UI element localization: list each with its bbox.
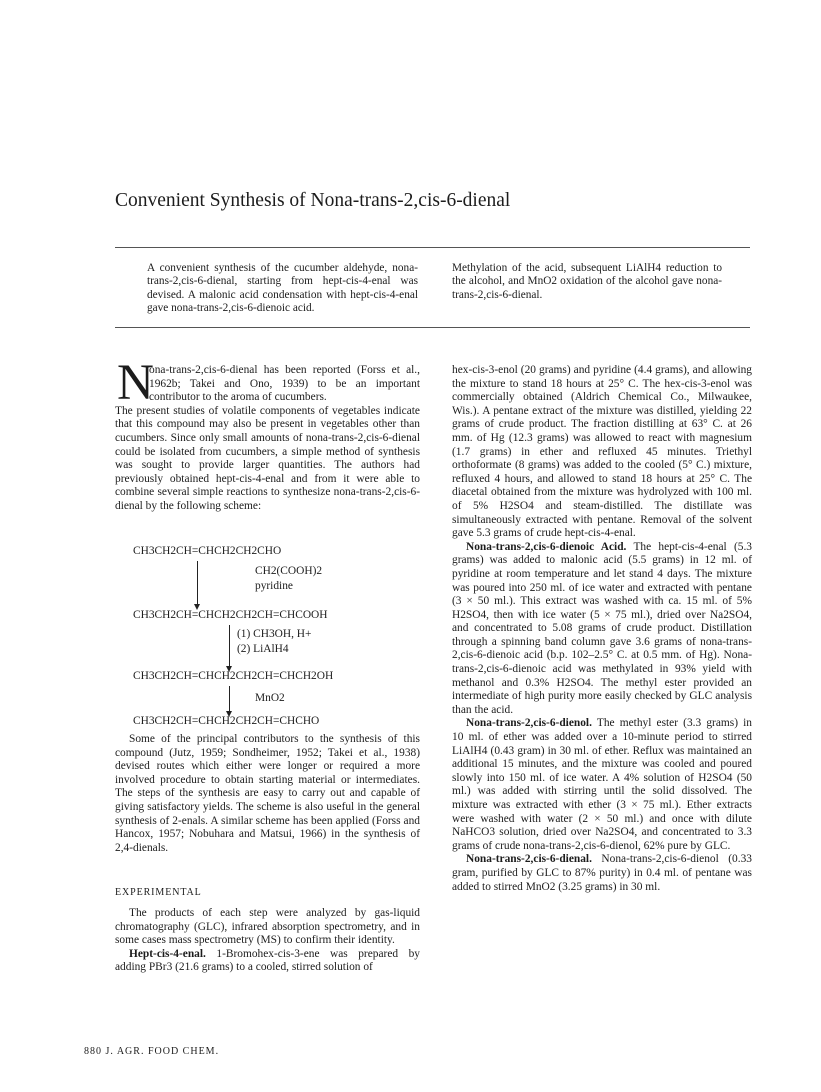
principal-text: Some of the principal contributors to the synthesis of this compound (Jutz, 1959; Sondheimer, 1952; Takei et al., 1938) devised routes which either were longer or required a more involved procedure to obtain starting material or intermediates. The steps of the synthesis are easy to carry out and capable of giving satisfactory yields. The scheme is also useful in the general synthesis of 2-enals. A similar scheme has been applied (Forss and Hancox, 1957; Nobuhara and Matsui, 1966) in the synthesis of 2,4-dienals. xyxy=(115,733,420,854)
scheme-compound-1: CH3CH2CH=CHCH2CH2CHO xyxy=(133,545,282,557)
intro-paragraph xyxy=(115,364,420,514)
right-para-1: hex-cis-3-enol (20 grams) and pyridine (4.4 grams), and allowing the mixture to stand 18 hours at 25° C. The hex-cis-3-enol was commercially obtained (Aldrich Chemical Co., Milwaukee, Wis.). A pentane extract of the mixture was distilled, yielding 22 grams of crude product. The fraction distilling at 63° C. at 26 mm. of Hg (12.3 grams) was allowed to react with magnesium (1.7 grams) in ether and refluxed 45 minutes. Triethyl orthoformate (8 grams) was added to the cooled (5° C.) mixture, refluxed 4 hours, and allowed to stand 18 hours at 25° C. The diacetal obtained from the mixture was hydrolyzed with 100 ml. of 5% H2SO4 and steam-distilled. The distillate was simultaneously extracted with pentane. Removal of the solvent gave 5.3 grams of crude hept-cis-4-enal. xyxy=(452,364,752,540)
scheme-reagent-2a: (1) CH3OH, H+ xyxy=(237,628,312,640)
experimental-heading: EXPERIMENTAL xyxy=(115,887,202,898)
dienol-heading: Nona-trans-2,cis-6-dienol. xyxy=(466,717,592,730)
scheme-reagent-1a: CH2(COOH)2 xyxy=(255,565,323,577)
abstract-right-column: Methylation of the acid, subsequent LiAlH4 reduction to the alcohol, and MnO2 oxidation of the alcohol gave nona-trans-2,cis-6-dienal. xyxy=(452,262,722,301)
principal-paragraph xyxy=(115,733,420,855)
scheme-compound-4: CH3CH2CH=CHCH2CH2CH=CHCHO xyxy=(133,715,320,727)
dienal-paragraph xyxy=(452,853,752,894)
scheme-arrow-3 xyxy=(229,686,230,712)
scheme-arrow-1 xyxy=(197,561,198,605)
right-column xyxy=(452,364,752,894)
experimental-intro: The products of each step were analyzed by gas-liquid chromatography (GLC), infrared absorption spectrometry, and in some cases mass spectrometry (MS) to confirm their identity. xyxy=(115,907,420,947)
scheme-arrow-2 xyxy=(229,625,230,667)
dienal-heading: Nona-trans-2,cis-6-dienal. xyxy=(466,853,592,866)
hept-paragraph xyxy=(115,948,420,975)
reaction-scheme xyxy=(133,545,423,725)
abstract-top-rule xyxy=(115,247,750,248)
acid-text: The hept-cis-4-enal (5.3 grams) was added to malonic acid (5.5 grams) in 12 ml. of pyridine at room temperature and let stand 4 days. The mixture was poured into 250 ml. of ice water and extracted with pentane (3 × 50 ml.). This extract was washed with ca. 15 ml. of 5% H2SO4, then with ice water (5 × 75 ml.), dried over Na2SO4, and concentrated to 5.08 grams of crude product. Distillation through a spinning band column gave 3.6 grams of nona-trans-2,cis-6-dienoic acid (b.p. 102–2.5° C. at 0.5 mm. of Hg). Nona-trans-2,cis-6-dienoic acid was methylated in 93% yield with methanol and 0.3% H2SO4. The methyl ester provided an intermediate of high purity more easily checked by GLC analysis than the acid. xyxy=(452,540,752,716)
intro-first-lines: ona-trans-2,cis-6-dienal has been reported (Forss et al., 1962b; Takei and Ono, 1939) to be an important contributor to the aroma of cucumbers. xyxy=(149,364,420,404)
scheme-compound-2: CH3CH2CH=CHCH2CH2CH=CHCOOH xyxy=(133,609,328,621)
dienol-paragraph xyxy=(452,717,752,853)
paper-title: Convenient Synthesis of Nona-trans-2,cis-6-dienal xyxy=(115,190,511,211)
scheme-compound-3: CH3CH2CH=CHCH2CH2CH=CHCH2OH xyxy=(133,670,334,682)
abstract-left-column: A convenient synthesis of the cucumber aldehyde, nona-trans-2,cis-6-dienal, starting from hept-cis-4-enal was devised. A malonic acid condensation with hept-cis-4-enal gave nona-trans-2,cis-6-dienoic acid. xyxy=(147,262,418,315)
page-footer: 880 J. AGR. FOOD CHEM. xyxy=(84,1046,220,1057)
intro-continued: The present studies of volatile components of vegetables indicate that this compound may also be present in vegetables other than cucumbers. Since only small amounts of nona-trans-2,cis-6-dienal could be isolated from cucumbers, a simple method of synthesis was sought to provide larger quantities. The authors had previously obtained hept-cis-4-enal and from it were able to combine several simple reactions to synthesize nona-trans-2,cis-6-dienal by the following scheme: xyxy=(115,404,420,512)
acid-heading: Nona-trans-2,cis-6-dienoic Acid. xyxy=(466,540,627,553)
scheme-reagent-1b: pyridine xyxy=(255,580,293,592)
hept-heading: Hept-cis-4-enal. xyxy=(129,947,206,960)
abstract-bottom-rule xyxy=(115,327,750,328)
drop-cap: N xyxy=(117,355,154,411)
experimental-body xyxy=(115,907,420,975)
dienal-text: Nona-trans-2,cis-6-dienol (0.33 gram, purified by GLC to 87% purity) in 0.4 ml. of pentane was added to stirred MnO2 (3.25 grams) in 30 ml. xyxy=(452,853,752,893)
dienol-text: The methyl ester (3.3 grams) in 10 ml. of ether was added over a 10-minute period to stirred LiAlH4 (0.43 gram) in 30 ml. of ether. Reflux was maintained an additional 15 minutes, and the mixture was cooled and poured slowly into 150 ml. of ice water. A 4% solution of H2SO4 (50 ml.) was added with stirring until the solid dissolved. The mixture was extracted with ether (3 × 75 ml.). Ether extracts were washed with water (2 × 50 ml.) and once with dilute NaHCO3 solution, dried over Na2SO4, and concentrated to 3.3 grams of crude nona-trans-2,cis-6-dienol, 62% pure by GLC. xyxy=(452,717,752,852)
scheme-reagent-3: MnO2 xyxy=(255,692,285,704)
acid-paragraph xyxy=(452,541,752,718)
scheme-reagent-2b: (2) LiAlH4 xyxy=(237,643,289,655)
hept-text: 1-Bromohex-cis-3-ene was prepared by adding PBr3 (21.6 grams) to a cooled, stirred solution of xyxy=(115,947,420,974)
